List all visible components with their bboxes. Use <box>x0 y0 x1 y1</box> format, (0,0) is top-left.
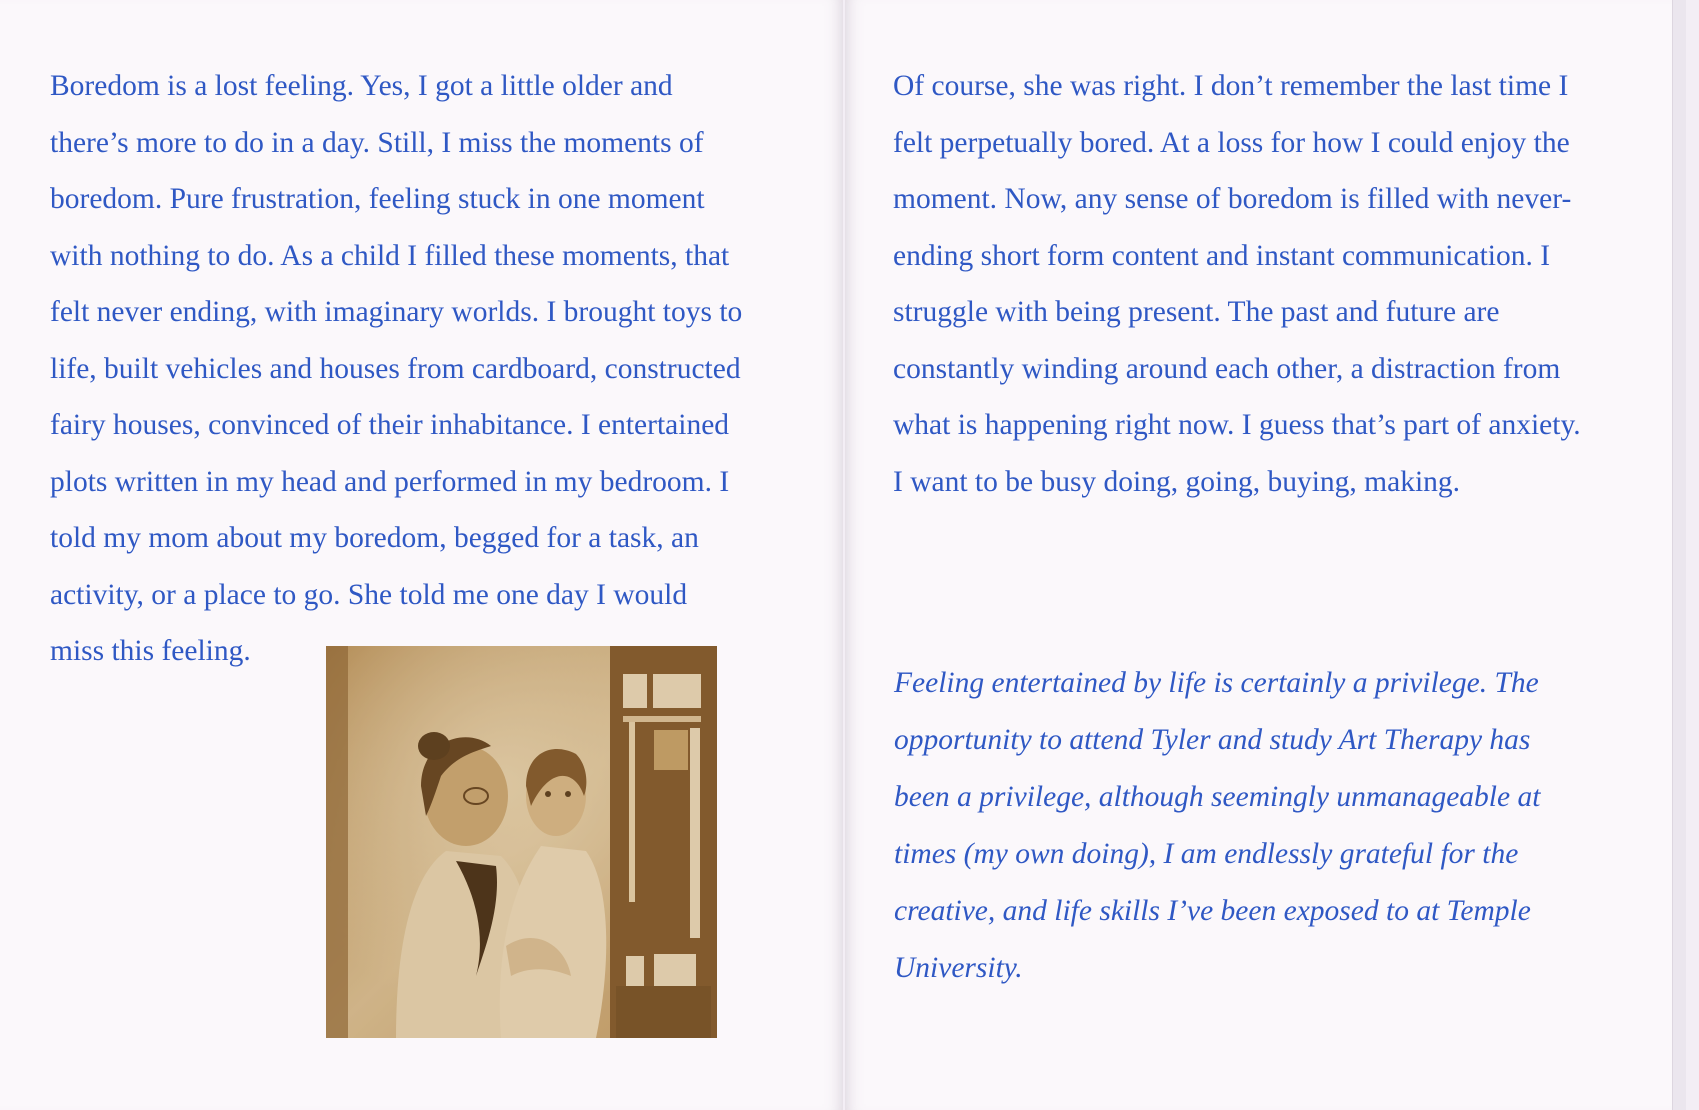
right-page-italic-paragraph: Feeling entertained by life is certainly a privilege. The opportunity to attend Tyler and study Art Therapy has been a privilege, although seemingly unmanageable at times (my own doing), I am endlessly grateful for the creative, and life skills I’ve been exposed to at Temple University. <box>894 667 1541 984</box>
page-edge <box>1672 0 1686 1110</box>
family-photo <box>326 646 717 1038</box>
right-page-paragraph: Of course, she was right. I don’t remember the last time I felt perpetually bored. At a loss for how I could enjoy the moment. Now, any sense of boredom is filled with never- ending short form content and instant communication. I struggle with being present. The past and future are constantly winding around each other, a distraction from what is happening right now. I guess that’s part of anxiety. I want to be busy doing, going, buying, making. <box>893 70 1581 498</box>
left-page <box>0 0 843 1110</box>
right-page <box>845 0 1686 1110</box>
left-page-paragraph: Boredom is a lost feeling. Yes, I got a little older and there’s more to do in a day. Still, I miss the moments of boredom. Pure frustration, feeling stuck in one moment with nothing to do. As a child I filled these moments, that felt never ending, with imaginary worlds. I brought toys to life, built vehicles and houses from cardboard, constructed fairy houses, convinced of their inhabitance. I entertained plots written in my head and performed in my bedroom. I told my mom about my boredom, begged for a task, an activity, or a place to go. She told me one day I would miss this feeling. <box>50 70 743 667</box>
